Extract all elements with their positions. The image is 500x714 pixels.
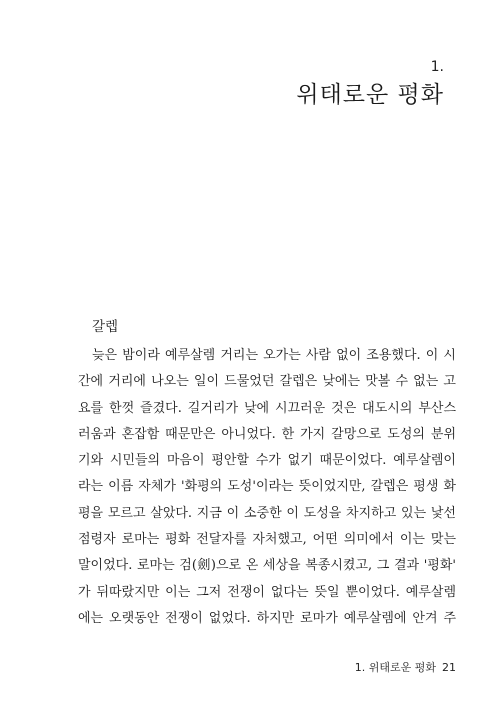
body-text bbox=[78, 343, 456, 632]
body-line: 평을 모르고 살았다. 지금 이 소중한 이 도성을 차지하고 있는 낯선 bbox=[78, 505, 456, 521]
body-line: 요를 한껏 즐겼다. 길거리가 낮에 시끄러운 것은 대도시의 부산스 bbox=[78, 400, 456, 416]
chapter-title: 위태로운 평화 bbox=[296, 82, 444, 108]
chapter-number: 1. bbox=[430, 59, 444, 75]
body-line: 말이었다. 로마는 검(劍)으로 온 세상을 복종시켰고, 그 결과 '평화' bbox=[78, 558, 456, 574]
body-line: 기와 시민들의 마음이 평안할 수가 없기 때문이었다. 예루살렘이 bbox=[78, 453, 456, 469]
running-title: 1. 위태로운 평화 bbox=[354, 661, 436, 674]
body-line: 에는 오랫동안 전쟁이 없었다. 하지만 로마가 예루살렘에 안겨 주 bbox=[78, 610, 456, 626]
body-line: 점령자 로마는 평화 전달자를 자처했고, 어떤 의미에서 이는 맞는 bbox=[78, 532, 456, 548]
body-line: 간에 거리에 나오는 일이 드물었던 갈렙은 낮에는 맛볼 수 없는 고 bbox=[78, 374, 456, 390]
body-line: 늦은 밤이라 예루살렘 거리는 오가는 사람 없이 조용했다. 이 시 bbox=[92, 348, 456, 363]
body-line: 가 뒤따랐지만 이는 그저 전쟁이 없다는 뜻일 뿐이었다. 예루살렘 bbox=[78, 584, 456, 600]
section-heading: 갈렙 bbox=[92, 319, 119, 335]
page-number: 21 bbox=[442, 661, 456, 674]
body-line: 라는 이름 자체가 '화평의 도성'이라는 뜻이었지만, 갈렙은 평생 화 bbox=[78, 479, 456, 495]
page-footer bbox=[355, 660, 456, 676]
body-line: 러움과 혼잡함 때문만은 아니었다. 한 가지 갈망으로 도성의 분위 bbox=[78, 426, 456, 442]
